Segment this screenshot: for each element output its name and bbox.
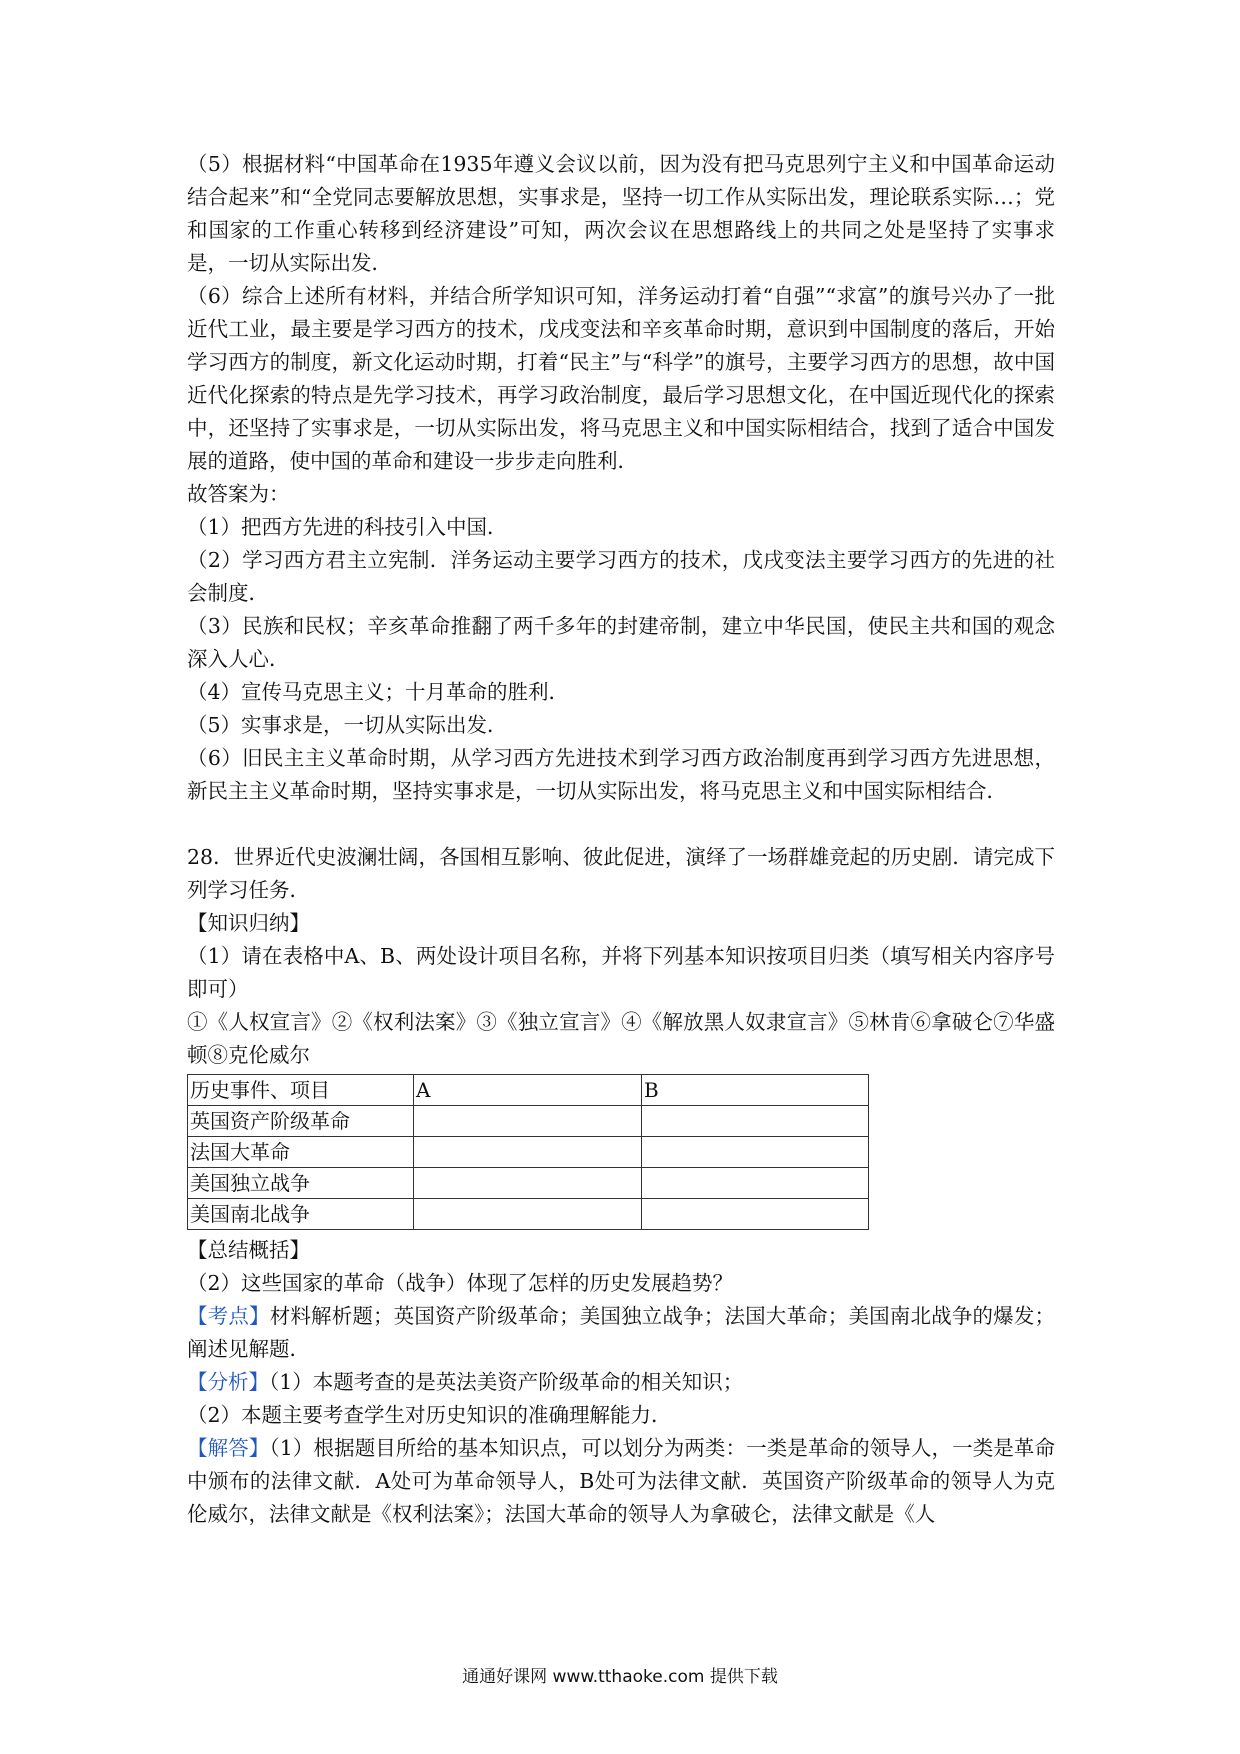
fenxi-paragraph-2: （2）本题主要考查学生对历史知识的准确理解能力． <box>187 1403 672 1427</box>
table-header-cell: A <box>414 1075 642 1106</box>
answer-part-6-explanation: （6）综合上述所有材料，并结合所学知识可知，洋务运动打着“自强”“求富”的旗号兴办了一批近代工业，最主要是学习西方的技术，戊戌变法和辛亥革命时期，意识到中国制度的落后，开始学习西方的制度，新文化运动时期，打着“民主”与“科学”的旗号，主要学习西方的思想，故中国近代化探索的特点是先学习技术，再学习政治制度，最后学习思想文化，在中国近现代化的探索中，还坚持了实事求是，一切从实际出发，将马克思主义和中国实际相结合，找到了适合中国发展的道路，使中国的革命和建设一步步走向胜利． <box>187 284 1055 473</box>
table-cell-blank[interactable] <box>414 1168 642 1199</box>
spacer <box>187 808 1055 841</box>
section-knowledge: 【知识归纳】 <box>187 911 310 935</box>
table-row <box>188 1137 869 1168</box>
jieda-text: （1）根据题目所给的基本知识点，可以划分为两类：一类是革命的领导人，一类是革命中颁布的法律文献．A处可为革命领导人，B处可为法律文献．英国资产阶级革命的领导人为克伦威尔，法律文献是《权利法案》；法国大革命的领导人为拿破仑，法律文献是《人 <box>187 1436 1055 1526</box>
fenxi-text: （1）本题考查的是英法美资产阶级革命的相关知识； <box>269 1370 744 1394</box>
table-cell: 美国独立战争 <box>188 1168 414 1199</box>
answer-heading: 故答案为： <box>187 482 290 506</box>
classification-table <box>187 1074 869 1230</box>
answer-3: （3）民族和民权；辛亥革命推翻了两千多年的封建帝制，建立中华民国，使民主共和国的观念深入人心． <box>187 614 1055 671</box>
answer-5: （5）实事求是，一切从实际出发． <box>187 713 508 737</box>
answer-1: （1）把西方先进的科技引入中国． <box>187 515 508 539</box>
table-cell-blank[interactable] <box>642 1199 869 1230</box>
section-summary: 【总结概括】 <box>187 1238 310 1262</box>
question-28-task-2: （2）这些国家的革命（战争）体现了怎样的历史发展趋势？ <box>187 1271 734 1295</box>
jieda-paragraph <box>187 1432 1055 1531</box>
table-cell: 英国资产阶级革命 <box>188 1106 414 1137</box>
table-header-row <box>188 1075 869 1106</box>
table-cell-blank[interactable] <box>414 1106 642 1137</box>
question-28-items: ①《人权宣言》②《权利法案》③《独立宣言》④《解放黑人奴隶宣言》⑤林肯⑥拿破仑⑦华盛顿⑧克伦威尔 <box>187 1010 1055 1067</box>
table-cell: 法国大革命 <box>188 1137 414 1168</box>
table-cell: 美国南北战争 <box>188 1199 414 1230</box>
page-footer: 通通好课网 www.tthaoke.com 提供下载 <box>462 1667 778 1687</box>
kaodian-tag: 【考点】 <box>187 1304 270 1328</box>
table-cell-blank[interactable] <box>642 1168 869 1199</box>
table-cell-blank[interactable] <box>414 1199 642 1230</box>
table-header-cell: B <box>642 1075 869 1106</box>
fenxi-paragraph <box>187 1366 1055 1399</box>
answer-4: （4）宣传马克思主义；十月革命的胜利． <box>187 680 570 704</box>
kaodian-paragraph <box>187 1300 1055 1366</box>
table-cell-blank[interactable] <box>414 1137 642 1168</box>
table-header-cell: 历史事件、项目 <box>188 1075 414 1106</box>
kaodian-text: 材料解析题；英国资产阶级革命；美国独立战争；法国大革命；美国南北战争的爆发；阐述见解题． <box>187 1304 1056 1361</box>
jieda-tag: 【解答】 <box>187 1436 270 1460</box>
answer-part-5-explanation: （5）根据材料“中国革命在1935年遵义会议以前，因为没有把马克思列宁主义和中国革命运动结合起来”和“全党同志要解放思想，实事求是，坚持一切工作从实际出发，理论联系实际…；党和国家的工作重心转移到经济建设”可知，两次会议在思想路线上的共同之处是坚持了实事求是，一切从实际出发． <box>187 152 1055 275</box>
table-row <box>188 1168 869 1199</box>
answer-2: （2）学习西方君主立宪制．洋务运动主要学习西方的技术，戊戌变法主要学习西方的先进的社会制度． <box>187 548 1055 605</box>
table-cell-blank[interactable] <box>642 1106 869 1137</box>
table-cell-blank[interactable] <box>642 1137 869 1168</box>
document-body <box>187 148 1055 1531</box>
table-row <box>188 1106 869 1137</box>
answer-6: （6）旧民主主义革命时期，从学习西方先进技术到学习西方政治制度再到学习西方先进思想，新民主主义革命时期，坚持实事求是，一切从实际出发，将马克思主义和中国实际相结合． <box>187 746 1055 803</box>
question-28-task-1: （1）请在表格中A、B、两处设计项目名称，并将下列基本知识按项目归类（填写相关内容序号即可） <box>187 944 1055 1001</box>
table-row <box>188 1199 869 1230</box>
question-28-stem: 28．世界近代史波澜壮阔，各国相互影响、彼此促进，演绎了一场群雄竞起的历史剧．请完成下列学习任务． <box>187 845 1055 902</box>
fenxi-tag: 【分析】 <box>187 1370 269 1394</box>
